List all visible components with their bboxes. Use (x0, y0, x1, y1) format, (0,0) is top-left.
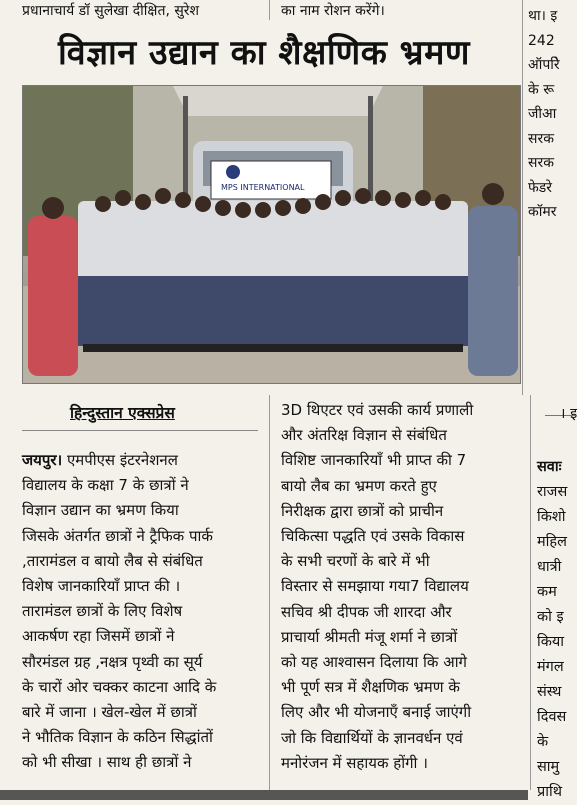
article-line: तारामंडल छात्रों के लिए विशेष (22, 602, 183, 621)
right-stub-line: मंगल (537, 659, 564, 675)
article-line: मनोरंजन में सहायक होंगी । (281, 753, 428, 772)
byline-rule (22, 430, 258, 431)
top-fragment-left: प्रधानाचार्य डॉ सुलेखा दीक्षित, सुरेश (22, 3, 200, 19)
photo-teacher-right (468, 206, 518, 376)
right-column-line: कॉमर (528, 204, 557, 220)
article-line: जयपुर। एमपीएस इंटरनेशनल (22, 451, 178, 469)
column-divider-top (269, 0, 270, 20)
dateline: जयपुर। (22, 451, 63, 469)
photo-canopy (173, 86, 383, 116)
article-column-2 (281, 398, 521, 776)
right-column-line: के रू (528, 81, 555, 98)
article-line: 3D थिएटर एवं उसकी कार्य प्रणाली (281, 401, 474, 419)
photo-banner-text: MPS INTERNATIONAL (221, 183, 305, 192)
top-fragment-right: का नाम रोशन करेंगे। (281, 3, 385, 19)
article-line: और अंतरिक्ष विज्ञान से संबंधित (281, 426, 447, 445)
photo-shoes (83, 344, 463, 352)
right-column-line: फेडरे (528, 179, 553, 196)
article-line: विद्यालय के कक्षा 7 के छात्रों ने (22, 476, 189, 495)
article-line: ने भौतिक विज्ञान के कठिन सिद्धांतों (22, 728, 213, 747)
column-divider-article (269, 395, 270, 790)
article-line: को भी सीखा । साथ ही छात्रों ने (22, 753, 192, 772)
right-column-line: था। इ (528, 8, 558, 24)
article-line: विशेष जानकारियाँ प्राप्त की । (22, 577, 181, 596)
photo-illustration (23, 86, 520, 383)
right-stub-top: । इ (560, 406, 577, 422)
right-stub-line: दिवस (537, 709, 567, 725)
right-column-bottom (537, 455, 575, 805)
byline: हिन्दुस्तान एक्सप्रेस (70, 404, 175, 422)
right-stub-line: महिल (537, 534, 567, 550)
right-column-line: ऑपरेि (528, 57, 560, 73)
photo-students (78, 201, 468, 346)
article-line: भी पूर्ण सत्र में शैक्षणिक भ्रमण के (281, 678, 460, 697)
right-column-line: 242 (528, 32, 555, 49)
article-line: ,तारामंडल व बायो लैब से संबंधित (22, 551, 203, 570)
right-column-line: जीआ (528, 106, 557, 122)
photo-teacher-left (28, 216, 78, 376)
article-line: विस्तार से समझाया गया7 विद्यालय (281, 577, 469, 596)
column-divider-right-bottom (530, 395, 531, 790)
article-line: प्राचार्या श्रीमती मंजू शर्मा ने छात्रों (281, 627, 458, 646)
news-photo (22, 85, 521, 384)
photo-teacher-left-head (42, 197, 64, 219)
right-stub-line: किया (537, 634, 565, 650)
article-line: बायो लैब का भ्रमण करते हुए (281, 476, 437, 495)
right-stub-lead: सवाः (537, 459, 562, 475)
headline: विज्ञान उद्यान का शैक्षणिक भ्रमण (58, 33, 470, 73)
article-line: के चारों ओर चक्कर काटना आदि के (22, 677, 217, 696)
right-column-top (528, 4, 575, 225)
right-stub-line: धात्री (537, 559, 562, 575)
article-column-1 (22, 448, 262, 776)
right-stub-line: किशो (537, 509, 566, 525)
right-column-line: सरक (528, 130, 554, 147)
article-line: के सभी चरणों के बारे में भी (281, 552, 430, 571)
article-line: लिए और भी योजनाएँ बनाई जाएंगी (281, 703, 472, 722)
article-line: जो कि विद्यार्थियों के ज्ञानवर्धन एवं (281, 728, 463, 747)
article-line: आकर्षण रहा जिसमें छात्रों ने (22, 627, 175, 646)
article-line: को यह आश्वासन दिलाया कि आगे (281, 653, 467, 672)
right-stub-line: प्राथि (537, 784, 563, 800)
article-line: चिकित्सा पद्धति एवं उसके विकास (281, 527, 465, 546)
right-stub-line: राजस (537, 484, 568, 500)
right-stub-line: सामु (537, 759, 560, 775)
article-line: विशिष्ट जानकारियाँ भी प्राप्त की 7 (281, 451, 467, 470)
photo-banner-logo (226, 165, 240, 179)
right-stub-line: के (537, 734, 549, 750)
photo-teacher-right-head (482, 183, 504, 205)
right-stub-line: संस्थ (537, 684, 562, 700)
article-line: सचिव श्री दीपक जी शारदा और (281, 602, 452, 621)
right-stub-line: को इ (537, 609, 564, 625)
article-line: बारे में जाना । खेल-खेल में छात्रों (22, 703, 197, 722)
next-headline-cropped (0, 790, 528, 800)
article-line: जिसके अंतर्गत छात्रों ने ट्रैफिक पार्क (22, 526, 213, 545)
article-line: विज्ञान उद्यान का भ्रमण किया (22, 501, 179, 520)
article-line: निरीक्षक द्वारा छात्रों को प्राचीन (281, 501, 444, 520)
right-column-line: सरक (528, 155, 554, 171)
right-stub-line: कम (537, 584, 557, 600)
article-line: सौरमंडल ग्रह ,नक्षत्र पृथ्वी का सूर्य (22, 652, 203, 671)
